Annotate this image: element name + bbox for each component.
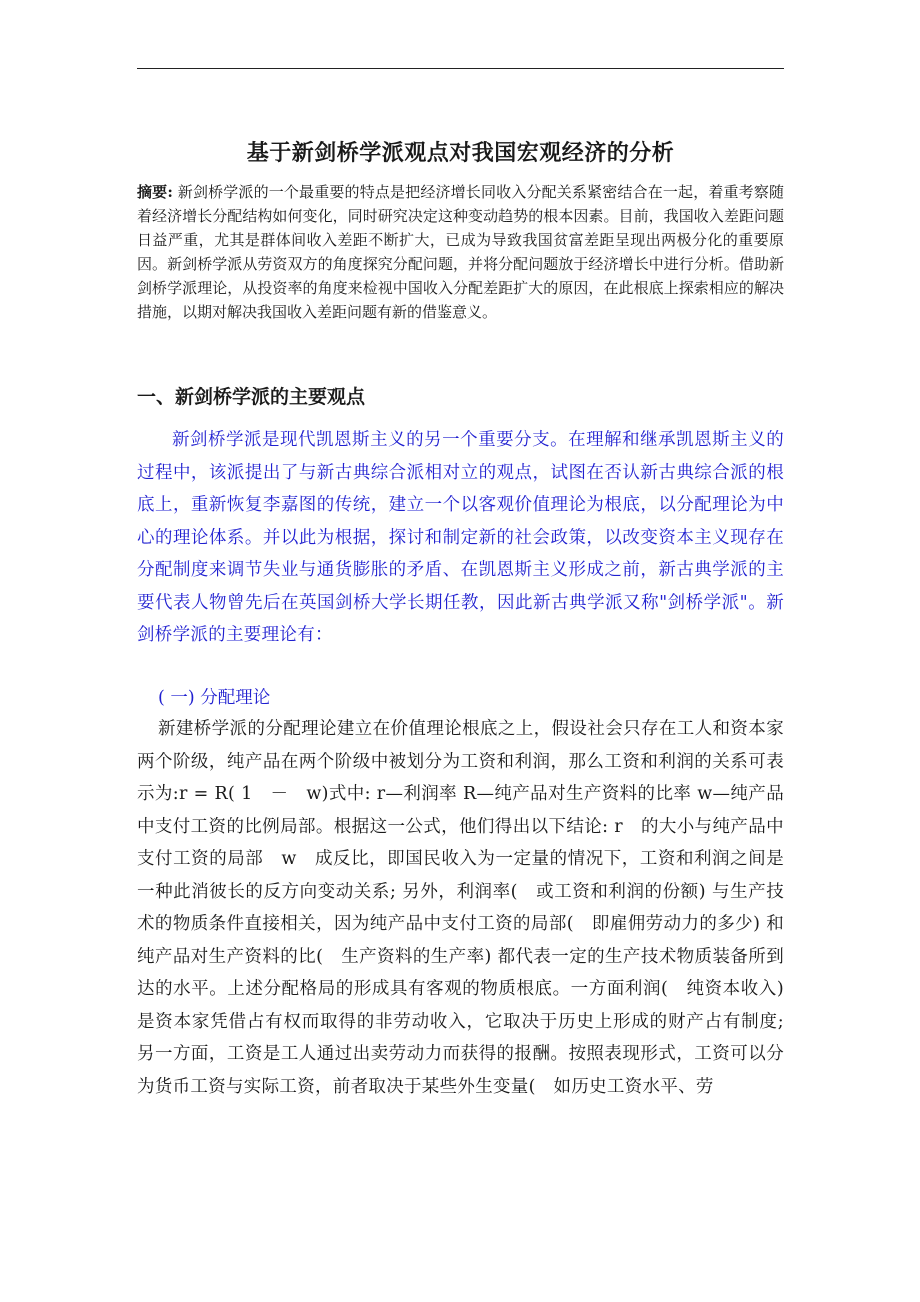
header-rule xyxy=(137,68,784,69)
abstract-text: 新剑桥学派的一个最重要的特点是把经济增长同收入分配关系紧密结合在一起，着重考察随着经济增长分配结构如何变化，同时研究决定这种变动趋势的根本因素。目前，我国收入差距问题日益严重，尤其是群体间收入差距不断扩大，已成为导致我国贫富差距呈现出两极分化的重要原因。新剑桥学派从劳资双方的角度探究分配问题，并将分配问题放于经济增长中进行分析。借助新剑桥学派理论，从投资率的角度来检视中国收入分配差距扩大的原因，在此根底上探索相应的解决措施，以期对解决我国收入差距问题有新的借鉴意义。 xyxy=(137,183,784,321)
subsection-heading: ( 一) 分配理论 xyxy=(158,688,271,708)
body-paragraph: 新建桥学派的分配理论建立在价值理论根底之上，假设社会只存在工人和资本家两个阶级，纯产品在两个阶级中被划分为工资和利润，那么工资和利润的关系可表示为:r = R( 1 － w)式中: r—利润率 R—纯产品对生产资料的比率 w—纯产品中支付工资的比例局部。根据这一公式，他们得出以下结论: r 的大小与纯产品中支付工资的局部 w 成反比，即国民收入为一定量的情况下，工资和利润之间是一种此消彼长的反方向变动关系; 另外，利润率( 或工资和利润的份额) 与生产技术的物质条件直接相关，因为纯产品中支付工资的局部( 即雇佣劳动力的多少) 和纯产品对生产资料的比( 生产资料的生产率) 都代表一定的生产技术物质装备所到达的水平。上述分配格局的形成具有客观的物质根底。一方面利润( 纯资本收入) 是资本家凭借占有权而取得的非劳动收入，它取决于历史上形成的财产占有制度; 另一方面，工资是工人通过出卖劳动力而获得的报酬。按照表现形式，工资可以分为货币工资与实际工资，前者取决于某些外生变量( 如历史工资水平、劳 xyxy=(137,719,784,1097)
section-intro-paragraph: 新剑桥学派是现代凯恩斯主义的另一个重要分支。在理解和继承凯恩斯主义的过程中，该派提出了与新古典综合派相对立的观点，试图在否认新古典综合派的根底上，重新恢复李嘉图的传统，建立一个以客观价值理论为根底，以分配理论为中心的理论体系。并以此为根据，探讨和制定新的社会政策，以改变资本主义现存在分配制度来调节失业与通货膨胀的矛盾、在凯恩斯主义形成之前，新古典学派的主要代表人物曾先后在英国剑桥大学长期任教，因此新古典学派又称"剑桥学派"。新剑桥学派的主要理论有： xyxy=(137,430,784,645)
abstract xyxy=(137,180,784,324)
abstract-label: 摘要: xyxy=(137,183,173,201)
section-heading: 一、新剑桥学派的主要观点 xyxy=(137,386,366,408)
document-title: 基于新剑桥学派观点对我国宏观经济的分析 xyxy=(246,140,675,166)
